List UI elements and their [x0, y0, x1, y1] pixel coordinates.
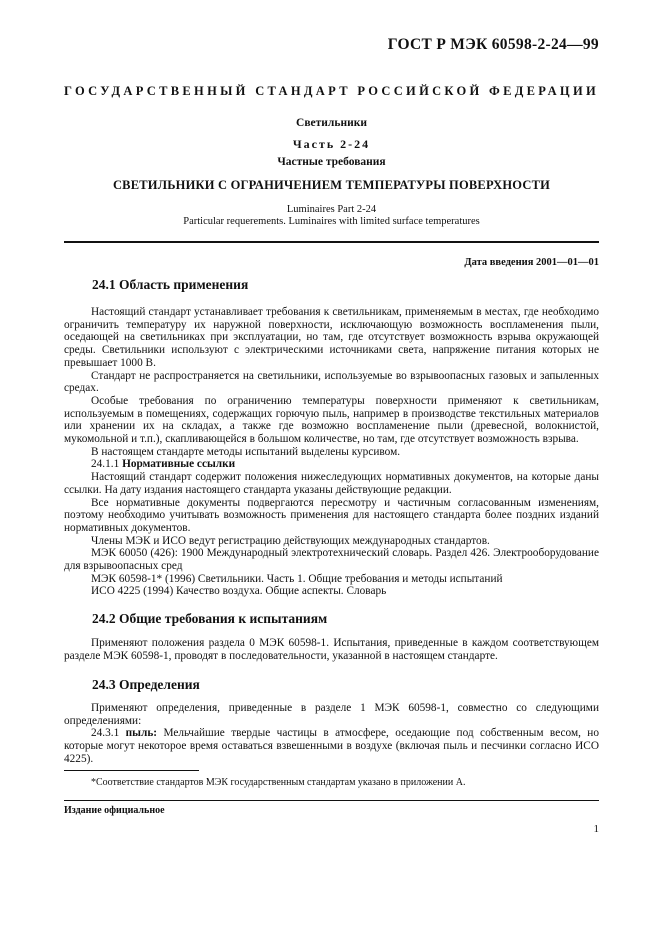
title-particular: Частные требования	[277, 156, 386, 168]
paragraph: Все нормативные документы подвергаются пересмотру и частичным согласованным изменениям, поэтому необходимо учитывать возможность применения для настоящего стандарта более поздних изданий нормативных документов.	[64, 496, 599, 534]
intro-date: Дата введения 2001—01—01	[464, 257, 599, 268]
title-main: СВЕТИЛЬНИКИ С ОГРАНИЧЕНИЕМ ТЕМПЕРАТУРЫ ПОВЕРХНОСТИ	[112, 178, 551, 192]
paragraph: Члены МЭК и ИСО ведут регистрацию действующих международных стандартов.	[91, 534, 490, 547]
title-rule	[64, 241, 599, 243]
section-24-1-heading: 24.1 Область применения	[92, 277, 249, 292]
edition-label: Издание официальное	[64, 805, 165, 816]
footer-rule	[64, 800, 599, 801]
subsection-heading	[64, 458, 599, 471]
paragraph: Применяют определения, приведенные в разделе 1 МЭК 60598-1, совместно со следующими определениями:	[64, 702, 599, 727]
footnote-text: *Соответствие стандартов МЭК государственным стандартам указано в приложении А.	[91, 777, 466, 788]
title-part: Часть 2-24	[292, 137, 371, 151]
definition-text: Мельчайшие твердые частицы в атмосфере, оседающие под собственным весом, но которые могут некоторое время оставаться взвешенными в воздухе (включая пыль и песчинки согласно ИСО 4225).	[64, 727, 600, 765]
footnote-rule	[64, 770, 199, 771]
section-24-2-heading: 24.2 Общие требования к испытаниям	[92, 611, 328, 626]
section-24-3-body	[64, 702, 599, 766]
paragraph: Настоящий стандарт содержит положения нижеследующих нормативных документов, на которые даны ссылки. На дату издания настоящего стандарта указаны действующие редакции.	[64, 471, 599, 496]
subsection-title: Нормативные ссылки	[122, 458, 236, 471]
paragraph: Применяют положения раздела 0 МЭК 60598-1. Испытания, приведенные в каждом соответствующем разделе МЭК 60598-1, проводят в последовательности, указанной в настоящем стандарте.	[64, 637, 599, 662]
definition-number: 24.3.1	[91, 727, 120, 740]
definition-term: пыль:	[125, 727, 158, 740]
title-en-line1: Luminaires Part 2-24	[286, 204, 377, 215]
title-en-line2: Particular requerements. Luminaires with limited surface temperatures	[183, 216, 480, 227]
paragraph: Настоящий стандарт устанавливает требования к светильникам, применяемым в местах, где необходимо ограничить температуру их наружной поверхности, исключающую возможность воспламенения пыли, оседающей на светильниках при эксплуатации, но там, где отсутствует возможность взрыва окружающей среды. Светильники используют с электрическими источниками света, напряжение питания которых не превышает 1000 В.	[64, 306, 599, 369]
paragraph: Стандарт не распространяется на светильники, используемые во взрывоопасных газовых и запыленных средах.	[64, 369, 599, 395]
subsection-number: 24.1.1	[91, 458, 120, 471]
title-luminaires: Светильники	[296, 117, 367, 129]
section-24-2-body	[64, 637, 599, 662]
paragraph: В настоящем стандарте методы испытаний выделены курсивом.	[91, 445, 401, 458]
paragraph: Особые требования по ограничению температуры поверхности применяют к светильникам, используемым в помещениях, содержащих горючую пыль, например в производстве текстильных материалов или хранении их на складах, а также где возможно воспламенение пыли (древесной, волокнистой, мукомольной и т.п.), скапливающейся в большом количестве, но там, где отсутствует возможность взрыва.	[64, 394, 599, 446]
state-standard-heading: ГОСУДАРСТВЕННЫЙ СТАНДАРТ РОССИЙСКОЙ ФЕДЕРАЦИИ	[64, 84, 599, 98]
footnote	[64, 777, 599, 788]
reference-item: МЭК 60598-1* (1996) Светильники. Часть 1. Общие требования и методы испытаний	[91, 572, 503, 585]
reference-item: ИСО 4225 (1994) Качество воздуха. Общие аспекты. Словарь	[91, 585, 387, 598]
page-number: 1	[593, 823, 599, 835]
definition	[64, 727, 599, 765]
standard-id: ГОСТ Р МЭК 60598-2-24—99	[387, 36, 599, 53]
section-24-3-heading: 24.3 Определения	[92, 677, 200, 692]
section-24-1-body	[64, 306, 599, 598]
reference-item: МЭК 60050 (426): 1900 Международный электротехнический словарь. Раздел 426. Электрооборудование для взрывоопасных сред	[64, 547, 599, 573]
